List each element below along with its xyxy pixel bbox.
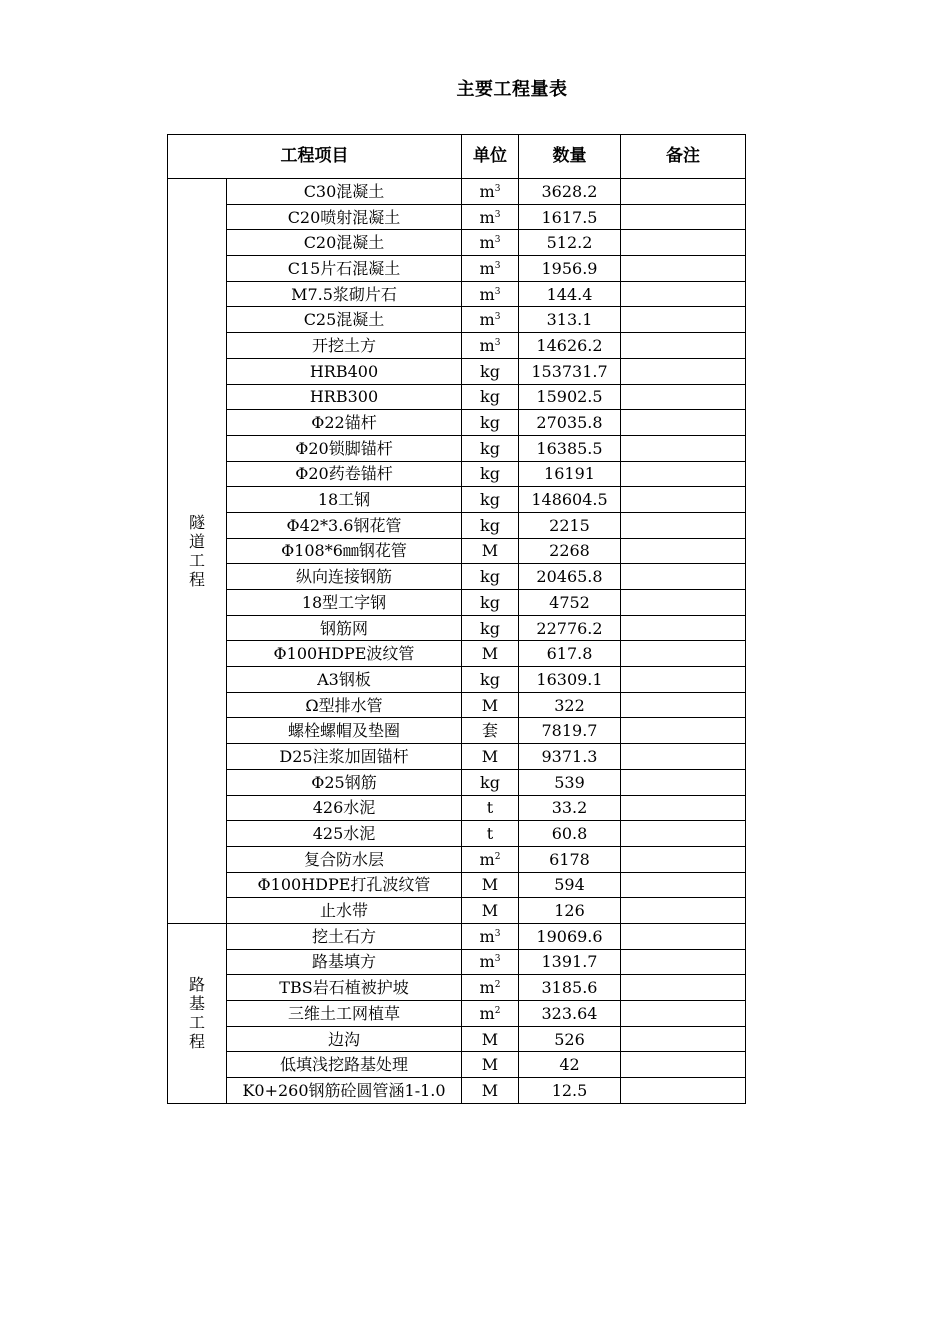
cell-item: 18型工字钢 — [227, 590, 462, 616]
cell-item: 426水泥 — [227, 795, 462, 821]
cell-note — [621, 307, 746, 333]
cell-unit: M — [462, 641, 519, 667]
table-row — [168, 204, 746, 230]
cell-note — [621, 333, 746, 359]
cell-item: M7.5浆砌片石 — [227, 281, 462, 307]
cell-qty: 144.4 — [519, 281, 621, 307]
cell-unit: $m^3$ — [462, 281, 519, 307]
cell-unit: kg — [462, 358, 519, 384]
cell-unit: M — [462, 898, 519, 924]
cell-unit: $m^2$ — [462, 975, 519, 1001]
cell-unit: kg — [462, 769, 519, 795]
cell-item: Φ42*3.6钢花管 — [227, 512, 462, 538]
cell-qty: 1956.9 — [519, 256, 621, 282]
cell-item: 低填浅挖路基处理 — [227, 1052, 462, 1078]
cell-note — [621, 384, 746, 410]
cell-note — [621, 256, 746, 282]
table-row — [168, 615, 746, 641]
cell-note — [621, 949, 746, 975]
table-row — [168, 1026, 746, 1052]
cell-note — [621, 769, 746, 795]
cell-qty: 323.64 — [519, 1001, 621, 1027]
table-row — [168, 256, 746, 282]
cell-item: 纵向连接钢筋 — [227, 564, 462, 590]
cell-qty: 1391.7 — [519, 949, 621, 975]
table-row — [168, 667, 746, 693]
cell-qty: 22776.2 — [519, 615, 621, 641]
cell-note — [621, 641, 746, 667]
table-row — [168, 307, 746, 333]
cell-qty: 313.1 — [519, 307, 621, 333]
cell-item: C20混凝土 — [227, 230, 462, 256]
cell-item: K0+260钢筋砼圆管涵1-1.0 — [227, 1078, 462, 1104]
cell-qty: 539 — [519, 769, 621, 795]
table-row — [168, 1001, 746, 1027]
cell-item: TBS岩石植被护坡 — [227, 975, 462, 1001]
cell-unit: M — [462, 1078, 519, 1104]
cell-unit: $m^3$ — [462, 333, 519, 359]
cell-note — [621, 590, 746, 616]
cell-note — [621, 667, 746, 693]
cell-item: 425水泥 — [227, 821, 462, 847]
cell-unit: kg — [462, 512, 519, 538]
cell-note — [621, 204, 746, 230]
cell-unit: kg — [462, 590, 519, 616]
table-row — [168, 821, 746, 847]
cell-note — [621, 692, 746, 718]
table-row — [168, 538, 746, 564]
cell-qty: 60.8 — [519, 821, 621, 847]
cell-qty: 7819.7 — [519, 718, 621, 744]
cell-item: 螺栓螺帽及垫圈 — [227, 718, 462, 744]
cell-item: 止水带 — [227, 898, 462, 924]
cell-item: Ω型排水管 — [227, 692, 462, 718]
cell-qty: 126 — [519, 898, 621, 924]
table-row — [168, 358, 746, 384]
cell-item: 开挖土方 — [227, 333, 462, 359]
table-row — [168, 564, 746, 590]
cell-item: C25混凝土 — [227, 307, 462, 333]
table-row — [168, 923, 746, 949]
cell-unit: kg — [462, 667, 519, 693]
cell-note — [621, 1078, 746, 1104]
cell-qty: 4752 — [519, 590, 621, 616]
cell-note — [621, 512, 746, 538]
cell-unit: M — [462, 872, 519, 898]
table-header-row — [168, 135, 746, 179]
cell-unit: kg — [462, 435, 519, 461]
cell-note — [621, 615, 746, 641]
table-row — [168, 1078, 746, 1104]
cell-note — [621, 538, 746, 564]
cell-item: 路基填方 — [227, 949, 462, 975]
table-row — [168, 692, 746, 718]
table-row — [168, 872, 746, 898]
cell-item: Φ100HDPE打孔波纹管 — [227, 872, 462, 898]
cell-note — [621, 898, 746, 924]
table-row — [168, 512, 746, 538]
cell-qty: 19069.6 — [519, 923, 621, 949]
cell-qty: 9371.3 — [519, 744, 621, 770]
header-unit: 单位 — [462, 135, 519, 179]
group-label: 隧 道 工 程 — [168, 179, 227, 924]
cell-item: Φ100HDPE波纹管 — [227, 641, 462, 667]
header-item: 工程项目 — [168, 135, 462, 179]
cell-qty: 33.2 — [519, 795, 621, 821]
cell-unit: $m^3$ — [462, 923, 519, 949]
cell-note — [621, 564, 746, 590]
cell-note — [621, 821, 746, 847]
table-row — [168, 281, 746, 307]
cell-unit: $m^3$ — [462, 230, 519, 256]
table-body — [168, 179, 746, 1104]
header-qty: 数量 — [519, 135, 621, 179]
cell-item: C15片石混凝土 — [227, 256, 462, 282]
group-label: 路 基 工 程 — [168, 923, 227, 1103]
cell-unit: M — [462, 1052, 519, 1078]
table-row — [168, 769, 746, 795]
cell-unit: kg — [462, 487, 519, 513]
cell-unit: $m^3$ — [462, 204, 519, 230]
cell-unit: kg — [462, 461, 519, 487]
cell-note — [621, 435, 746, 461]
cell-qty: 16191 — [519, 461, 621, 487]
cell-qty: 617.8 — [519, 641, 621, 667]
table-row — [168, 410, 746, 436]
cell-unit: kg — [462, 564, 519, 590]
header-note: 备注 — [621, 135, 746, 179]
table-row — [168, 718, 746, 744]
table-row — [168, 744, 746, 770]
cell-item: HRB400 — [227, 358, 462, 384]
cell-item: Φ20药卷锚杆 — [227, 461, 462, 487]
cell-unit: $m^2$ — [462, 1001, 519, 1027]
table-row — [168, 487, 746, 513]
cell-unit: kg — [462, 410, 519, 436]
cell-qty: 16385.5 — [519, 435, 621, 461]
cell-note — [621, 846, 746, 872]
cell-qty: 20465.8 — [519, 564, 621, 590]
table-row — [168, 461, 746, 487]
cell-qty: 594 — [519, 872, 621, 898]
cell-qty: 14626.2 — [519, 333, 621, 359]
cell-unit: $m^3$ — [462, 949, 519, 975]
cell-note — [621, 795, 746, 821]
cell-qty: 1617.5 — [519, 204, 621, 230]
cell-note — [621, 230, 746, 256]
quantity-table — [167, 134, 746, 1104]
cell-note — [621, 975, 746, 1001]
cell-item: HRB300 — [227, 384, 462, 410]
table-row — [168, 384, 746, 410]
cell-qty: 153731.7 — [519, 358, 621, 384]
cell-item: C30混凝土 — [227, 179, 462, 205]
cell-note — [621, 1052, 746, 1078]
cell-qty: 2215 — [519, 512, 621, 538]
table-row — [168, 795, 746, 821]
table-row — [168, 333, 746, 359]
cell-unit: $m^3$ — [462, 307, 519, 333]
cell-note — [621, 179, 746, 205]
cell-unit: kg — [462, 384, 519, 410]
table-row — [168, 179, 746, 205]
cell-item: 边沟 — [227, 1026, 462, 1052]
cell-unit: M — [462, 1026, 519, 1052]
cell-note — [621, 1026, 746, 1052]
cell-note — [621, 410, 746, 436]
cell-qty: 15902.5 — [519, 384, 621, 410]
cell-qty: 3185.6 — [519, 975, 621, 1001]
table-row — [168, 975, 746, 1001]
cell-note — [621, 872, 746, 898]
cell-note — [621, 487, 746, 513]
table-row — [168, 898, 746, 924]
cell-note — [621, 923, 746, 949]
cell-unit: M — [462, 692, 519, 718]
cell-qty: 526 — [519, 1026, 621, 1052]
cell-item: 三维土工网植草 — [227, 1001, 462, 1027]
cell-note — [621, 281, 746, 307]
cell-unit: kg — [462, 615, 519, 641]
cell-item: A3钢板 — [227, 667, 462, 693]
cell-unit: t — [462, 821, 519, 847]
cell-qty: 16309.1 — [519, 667, 621, 693]
table-row — [168, 641, 746, 667]
cell-unit: M — [462, 538, 519, 564]
cell-qty: 42 — [519, 1052, 621, 1078]
cell-unit: $m^3$ — [462, 179, 519, 205]
cell-unit: 套 — [462, 718, 519, 744]
cell-item: C20喷射混凝土 — [227, 204, 462, 230]
cell-unit: t — [462, 795, 519, 821]
table-row — [168, 1052, 746, 1078]
cell-item: 挖土石方 — [227, 923, 462, 949]
page-title: 主要工程量表 — [456, 79, 568, 100]
cell-item: 18工钢 — [227, 487, 462, 513]
cell-qty: 322 — [519, 692, 621, 718]
cell-note — [621, 461, 746, 487]
table-row — [168, 435, 746, 461]
cell-note — [621, 718, 746, 744]
cell-qty: 3628.2 — [519, 179, 621, 205]
table-row — [168, 230, 746, 256]
cell-item: 复合防水层 — [227, 846, 462, 872]
cell-qty: 512.2 — [519, 230, 621, 256]
cell-unit: $m^3$ — [462, 256, 519, 282]
cell-item: 钢筋网 — [227, 615, 462, 641]
cell-item: Φ20锁脚锚杆 — [227, 435, 462, 461]
cell-item: D25注浆加固锚杆 — [227, 744, 462, 770]
cell-qty: 12.5 — [519, 1078, 621, 1104]
table-row — [168, 846, 746, 872]
cell-unit: $m^2$ — [462, 846, 519, 872]
cell-item: Φ25钢筋 — [227, 769, 462, 795]
cell-note — [621, 358, 746, 384]
cell-unit: M — [462, 744, 519, 770]
cell-item: Φ108*6㎜钢花管 — [227, 538, 462, 564]
cell-qty: 2268 — [519, 538, 621, 564]
table-row — [168, 949, 746, 975]
cell-qty: 148604.5 — [519, 487, 621, 513]
cell-item: Φ22锚杆 — [227, 410, 462, 436]
cell-note — [621, 1001, 746, 1027]
cell-qty: 6178 — [519, 846, 621, 872]
cell-note — [621, 744, 746, 770]
table-row — [168, 590, 746, 616]
cell-qty: 27035.8 — [519, 410, 621, 436]
